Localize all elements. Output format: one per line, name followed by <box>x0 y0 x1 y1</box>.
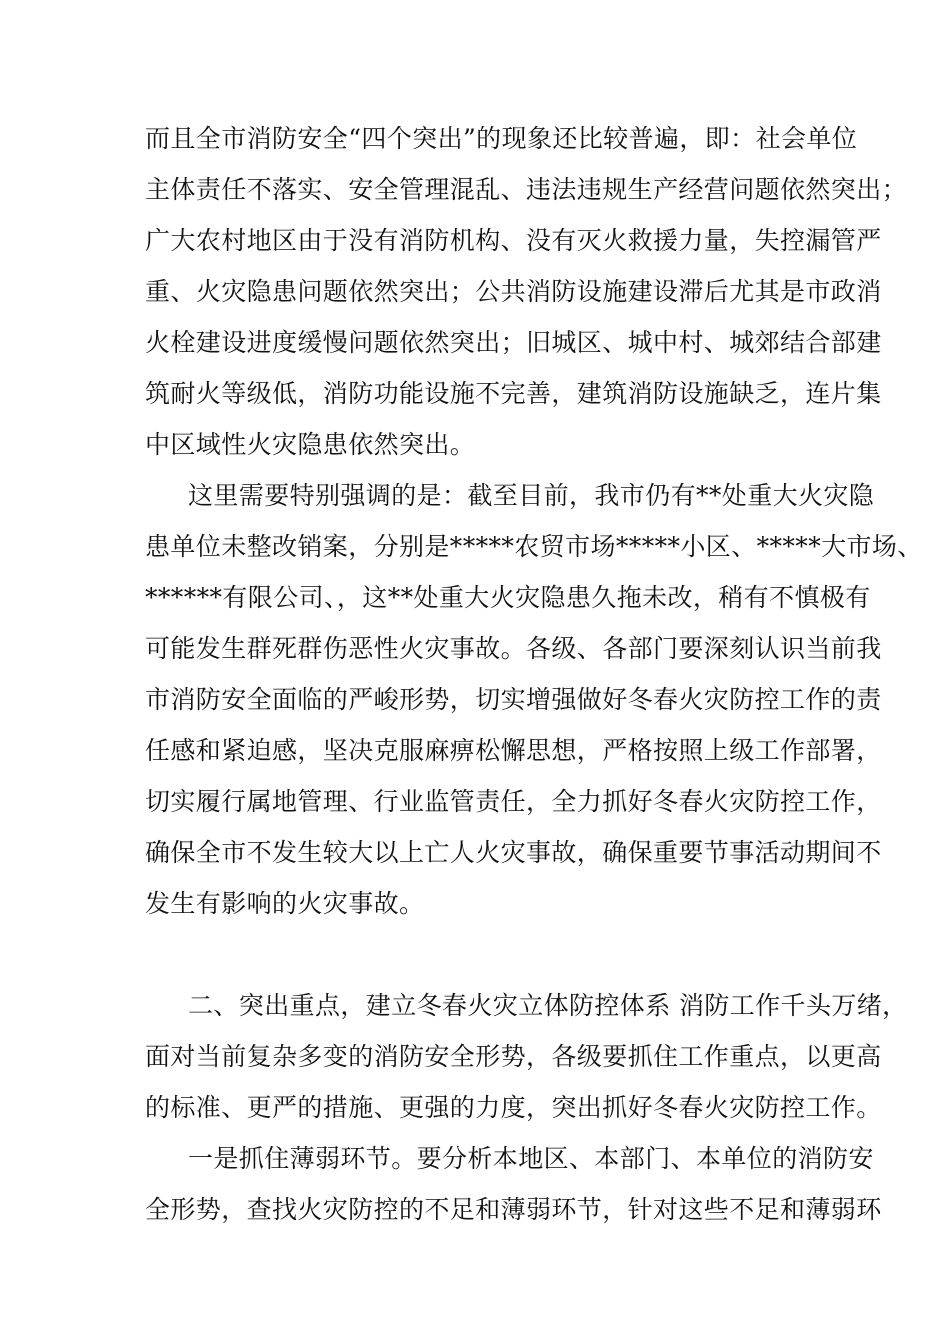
text-line: 患单位未整改销案，分别是*****农贸市场*****小区、*****大市场、 <box>145 532 923 561</box>
section-heading-line: 二、突出重点，建立冬春火灾立体防控体系 消防工作千头万绪， <box>188 991 908 1020</box>
paragraph-first-line: 一是抓住薄弱环节。要分析本地区、本部门、本单位的消防安 <box>188 1144 874 1173</box>
text-line: 面对当前复杂多变的消防安全形势，各级要抓住工作重点，以更高 <box>145 1042 882 1071</box>
text-line: 市消防安全面临的严峻形势，切实增强做好冬春火灾防控工作的责 <box>145 685 882 714</box>
paragraph-first-line: 这里需要特别强调的是：截至目前，我市仍有**处重大火灾隐 <box>188 481 875 510</box>
text-line: 任感和紧迫感，坚决克服麻痹松懈思想，严格按照上级工作部署， <box>145 736 882 765</box>
text-line: 可能发生群死群伤恶性火灾事故。各级、各部门要深刻认识当前我 <box>145 634 882 663</box>
text-line: 的标准、更严的措施、更强的力度，突出抓好冬春火灾防控工作。 <box>145 1093 882 1122</box>
text-line: 而且全市消防安全“四个突出”的现象还比较普遍，即：社会单位 <box>145 124 858 153</box>
text-line: 中区域性火灾隐患依然突出。 <box>145 430 476 459</box>
text-line: 主体责任不落实、安全管理混乱、违法违规生产经营问题依然突出； <box>145 175 908 204</box>
text-line: 筑耐火等级低，消防功能设施不完善，建筑消防设施缺乏，连片集 <box>145 379 882 408</box>
text-line: 发生有影响的火灾事故。 <box>145 889 425 918</box>
text-line: 重、火灾隐患问题依然突出；公共消防设施建设滞后尤其是市政消 <box>145 277 882 306</box>
text-line: 火栓建设进度缓慢问题依然突出；旧城区、城中村、城郊结合部建 <box>145 328 882 357</box>
text-line: 切实履行属地管理、行业监管责任，全力抓好冬春火灾防控工作， <box>145 787 882 816</box>
text-line: ******有限公司、，这**处重大火灾隐患久拖未改，稍有不慎极有 <box>145 583 871 612</box>
text-line: 广大农村地区由于没有消防机构、没有灭火救援力量，失控漏管严 <box>145 226 882 255</box>
text-line: 全形势，查找火灾防控的不足和薄弱环节，针对这些不足和薄弱环 <box>145 1195 882 1224</box>
text-line: 确保全市不发生较大以上亡人火灾事故，确保重要节事活动期间不 <box>145 838 882 867</box>
